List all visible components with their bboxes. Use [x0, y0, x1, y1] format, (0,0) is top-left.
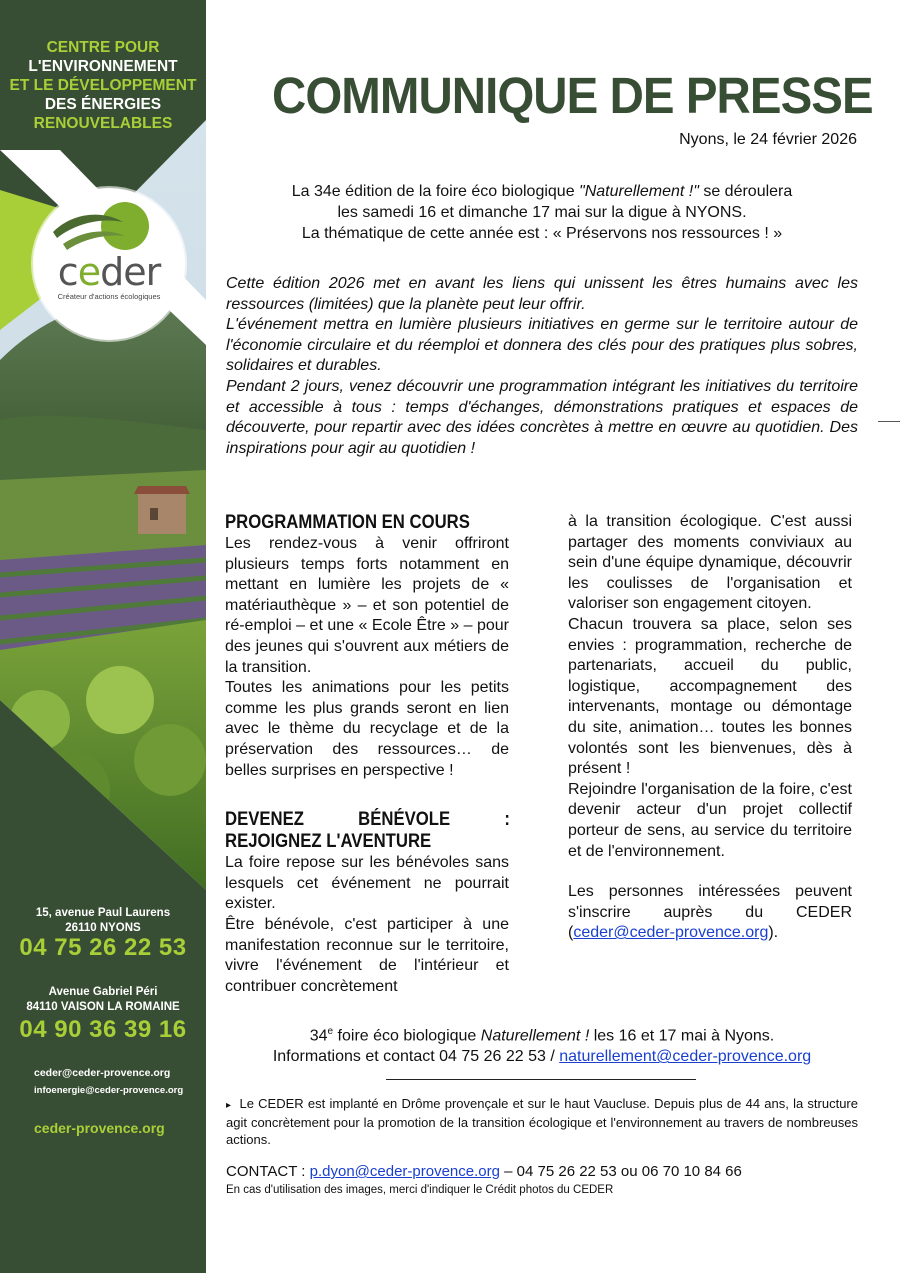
logo-tagline: Créateur d'actions écologiques	[57, 292, 161, 301]
address-line: 15, avenue Paul Laurens	[35, 907, 171, 919]
phone-nyons[interactable]: 04 75 26 22 53	[19, 934, 187, 961]
sidebar-title-line: L'ENVIRONNEMENT	[28, 58, 178, 75]
divider	[386, 1079, 696, 1080]
address-line: 84110 VAISON LA ROMAINE	[26, 1001, 180, 1013]
paragraph: Les personnes intéressées peuvent s'inscrire auprès du CEDER (ceder@ceder-provence.org).	[568, 883, 852, 942]
event-summary	[226, 1021, 858, 1067]
page-title: COMMUNIQUE DE PRESSE	[272, 67, 873, 124]
summary-line: Informations et contact 04 75 26 22 53 / naturellement@ceder-provence.org	[272, 1048, 812, 1066]
sidebar-title-line: CENTRE POUR	[46, 39, 160, 56]
section-heading-programmation: PROGRAMMATION EN COURS	[225, 512, 470, 533]
office-address-nyons	[0, 906, 206, 936]
arrow-bullet-icon: ▸	[226, 1100, 232, 1111]
sidebar-title-line: RENOUVELABLES	[33, 115, 173, 132]
lead-paragraph: L'événement mettra en lumière plusieurs initiatives en germe sur le territoire autour de l'économie circulaire et du réemploi et donnera des clés pour des pratiques plus sobres, solidaires et durables.	[226, 316, 858, 375]
lead-paragraph: Cette édition 2026 met en avant les liens qui unissent les êtres humains avec les ressources (limitées) que la planète peut leur offrir.	[226, 275, 858, 313]
press-date: Nyons, le 24 février 2026	[679, 131, 857, 148]
about-note	[226, 1095, 858, 1148]
paragraph: Les rendez-vous à venir offriront plusieurs temps forts notamment en mettant en lumière les projets de « matériauthèque » – et son potentiel de ré-emploi – et une « Ecole Être » – pour des jeunes qui s'ouvrent aux métiers de la transition.	[225, 535, 509, 676]
ceder-logo	[33, 188, 185, 340]
contact-line: CONTACT : p.dyon@ceder-provence.org – 04 75 26 22 53 ou 06 70 10 84 66	[226, 1163, 742, 1180]
photo-credit: En cas d'utilisation des images, merci d'indiquer le Crédit photos du CEDER	[226, 1184, 614, 1196]
paragraph: La foire repose sur les bénévoles sans lesquels cet événement ne pourrait exister.	[225, 854, 509, 913]
office-address-vaison	[0, 985, 206, 1015]
lead-paragraph: Pendant 2 jours, venez découvrir une programmation intégrant les initiatives du territoire et accessible à tous : temps d'échanges, démonstrations pratiques et espaces de découverte, pour repartir avec des idées concrètes à mettre en œuvre au quotidien. Des inspirations pour agir au quotidien !	[226, 377, 858, 457]
sidebar-title	[0, 38, 206, 133]
paragraph: à la transition écologique. C'est aussi partager des moments conviviaux au sein d'une équipe dynamique, découvrir les coulisses de l'organisation et valoriser son engagement citoyen.	[568, 513, 852, 613]
address-line: Avenue Gabriel Péri	[48, 986, 158, 998]
about-text: Le CEDER est implanté en Drôme provençale et sur le haut Vaucluse. Depuis plus de 44 ans, la structure agit concrètement pour la promotion de la transition écologique et l'environnement au travers de nombreuses actions.	[226, 1096, 858, 1147]
intro-line: La 34e édition de la foire éco biologique "Naturellement !" se déroulera	[291, 183, 793, 200]
event-email-link[interactable]: naturellement@ceder-provence.org	[559, 1048, 812, 1066]
paragraph: Être bénévole, c'est participer à une manifestation reconnue sur le territoire, vivre l'événement de l'intérieur et contribuer concrètement	[225, 915, 509, 995]
intro-block	[226, 181, 858, 244]
phone-vaison[interactable]: 04 90 36 39 16	[19, 1016, 187, 1043]
logo-wordmark: ceder	[57, 250, 161, 294]
section-heading-benevole: DEVENEZ BÉNÉVOLE : REJOIGNEZ L'AVENTURE	[225, 809, 510, 853]
contact-email-link[interactable]: p.dyon@ceder-provence.org	[309, 1163, 500, 1180]
sidebar	[0, 0, 206, 1273]
address-line: 26110 NYONS	[65, 922, 141, 934]
website-link[interactable]: ceder-provence.org	[34, 1120, 165, 1136]
email-infoenergie[interactable]: infoenergie@ceder-provence.org	[34, 1085, 184, 1096]
margin-mark	[878, 421, 900, 422]
paragraph: Rejoindre l'organisation de la foire, c'est devenir acteur d'un projet collectif porteur de sens, au service du territoire et de l'environnement.	[568, 780, 852, 860]
paragraph: Chacun trouvera sa place, selon ses envies : programmation, recherche de partenariats, accueil du public, logistique, accompagnement des intervenants, montage ou démontage du site, animation… toutes les bonnes volontés sont les bienvenues, dès à présent !	[568, 615, 852, 778]
sidebar-title-line: ET LE DÉVELOPPEMENT	[9, 77, 197, 94]
summary-line: 34e foire éco biologique Naturellement ! les 16 et 17 mai à Nyons.	[309, 1026, 775, 1045]
intro-line: les samedi 16 et dimanche 17 mai sur la digue à NYONS.	[337, 204, 747, 221]
lead-paragraphs	[226, 274, 858, 459]
sidebar-title-line: DES ÉNERGIES	[44, 96, 162, 113]
column-left	[225, 512, 509, 997]
email-ceder[interactable]: ceder@ceder-provence.org	[34, 1067, 171, 1079]
intro-line: La thématique de cette année est : « Préservons nos ressources ! »	[301, 225, 783, 242]
column-right	[568, 512, 852, 944]
paragraph: Toutes les animations pour les petits comme les plus grands seront en lien avec le thème du recyclage et de la préservation des ressources… de belles surprises en perspective !	[225, 679, 509, 779]
email-link[interactable]: ceder@ceder-provence.org	[573, 924, 769, 942]
